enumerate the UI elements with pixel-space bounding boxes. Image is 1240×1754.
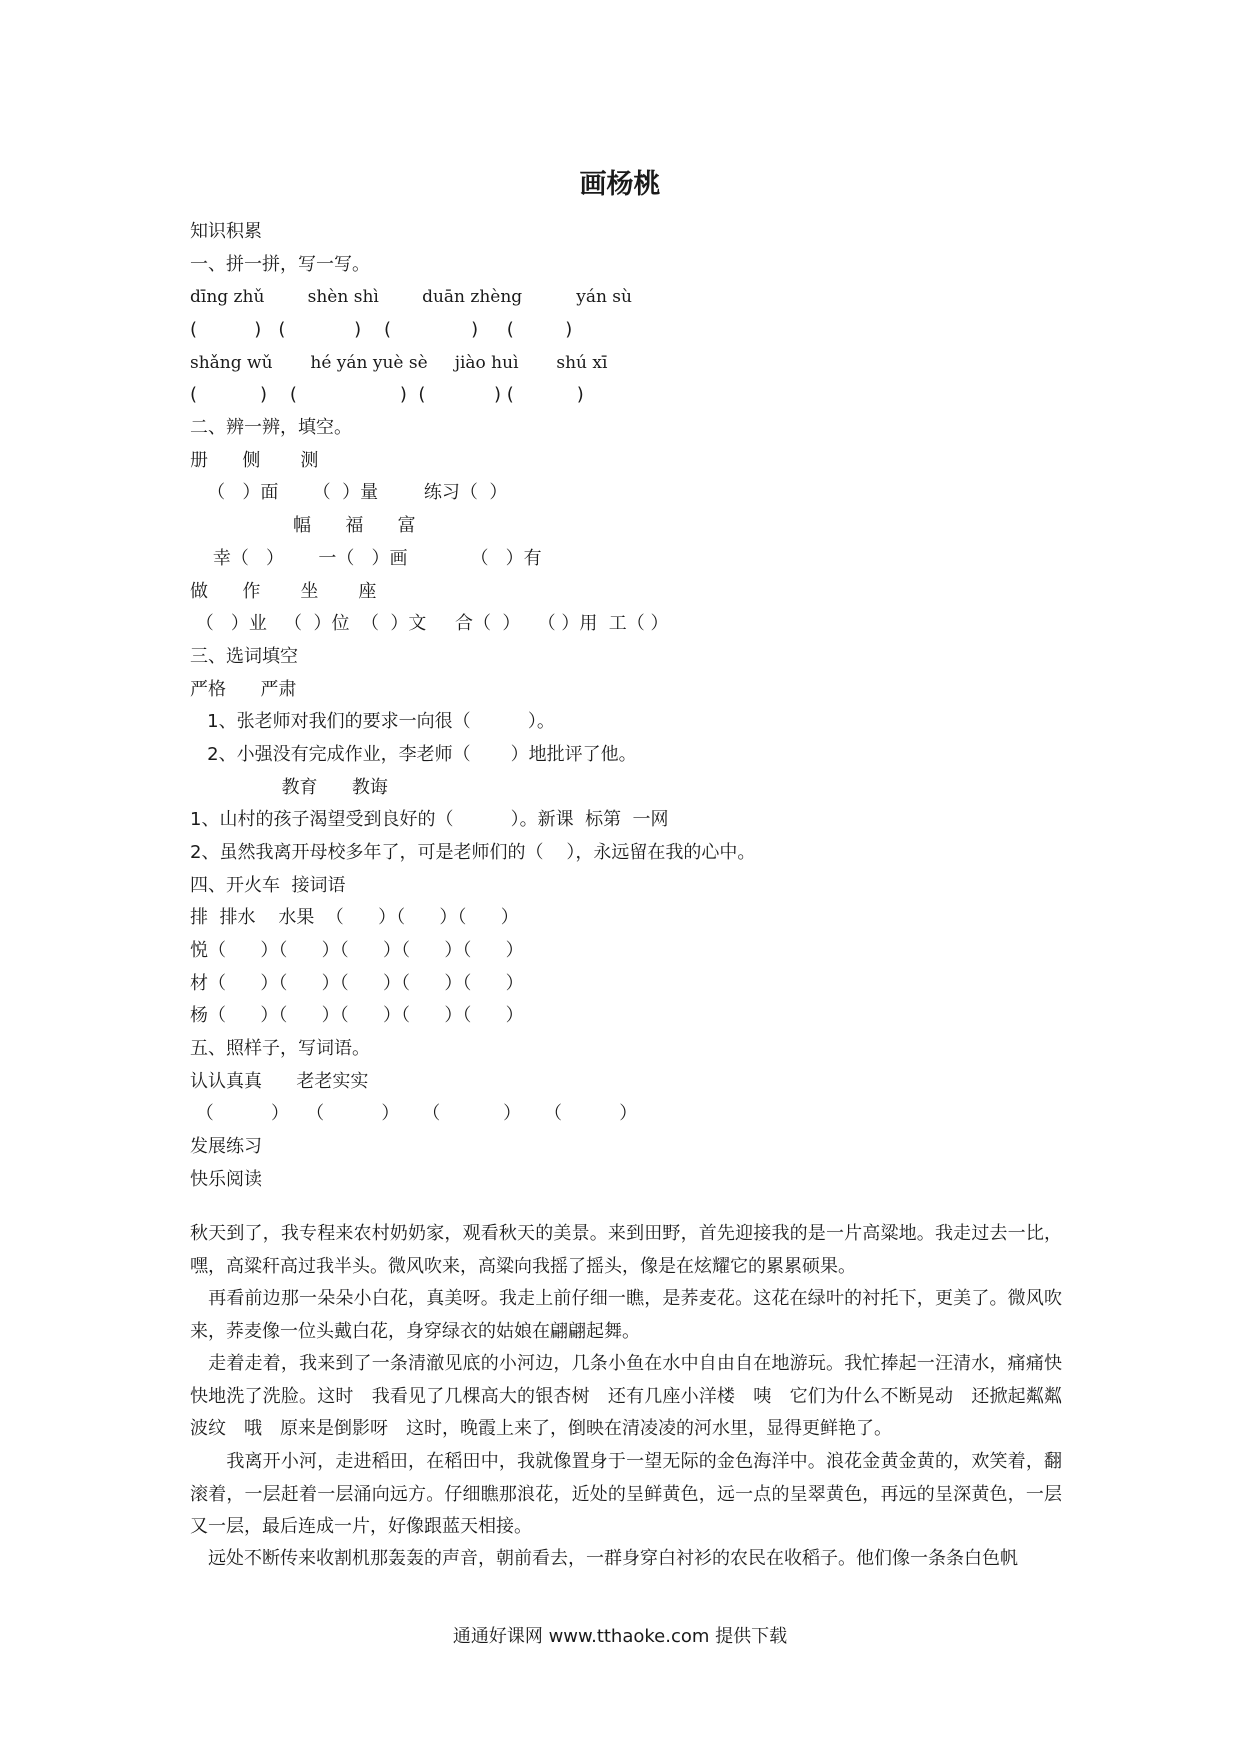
example-words: 认认真真 老老实实 bbox=[190, 1071, 369, 1092]
pinyin-row: dīng zhǔ shèn shì duān zhèng yán sù bbox=[190, 287, 632, 307]
answer-blanks-row: （ ） （ ） （ ） （ ） bbox=[190, 1103, 638, 1124]
reading-paragraph: 我离开小河，走进稻田，在稻田中，我就像置身于一望无际的金色海洋中。浪花金黄金黄的，欢笑着，翻滚着，一层赶着一层涌向远方。仔细瞧那浪花，近处的呈鲜黄色，远一点的呈翠黄色，再远的呈深黄色，一层又一层，最后连成一片，好像跟蓝天相接。 bbox=[190, 1451, 1062, 1537]
fill-blank-row: （ ）业 （ ）位 （ ）文 合（ ） （ ）用 工（ ） bbox=[190, 613, 669, 634]
pinyin-row: shǎng wǔ hé yán yuè sè jiào huì shú xī bbox=[190, 353, 608, 373]
fill-blank-row: 幸（ ） 一（ ）画 （ ）有 bbox=[190, 548, 542, 569]
word-choices: 教育 教诲 bbox=[190, 777, 388, 798]
section-label: 知识积累 bbox=[190, 221, 262, 242]
word-chain-row: 悦（ ）（ ）（ ）（ ）（ ） bbox=[190, 940, 524, 961]
reading-paragraph: 秋天到了，我专程来农村奶奶家，观看秋天的美景。来到田野，首先迎接我的是一片高粱地。我走过去一比，嘿，高粱秆高过我半头。微风吹来，高粱向我摇了摇头，像是在炫耀它的累累硕果。 bbox=[190, 1223, 1062, 1277]
section-label: 快乐阅读 bbox=[190, 1169, 262, 1190]
page-footer: 通通好课网 www.tthaoke.com 提供下载 bbox=[452, 1626, 788, 1647]
character-group: 做 作 坐 座 bbox=[190, 581, 377, 602]
question-item: 1、张老师对我们的要求一向很（ ）。 bbox=[190, 711, 555, 732]
page-title: 画杨桃 bbox=[579, 169, 661, 200]
word-chain-row: 材（ ）（ ）（ ）（ ）（ ） bbox=[190, 973, 524, 994]
exercise-heading: 四、开火车 接词语 bbox=[190, 875, 346, 896]
reading-paragraph: 走着走着，我来到了一条清澈见底的小河边，几条小鱼在水中自由自在地游玩。我忙捧起一汪清水，痛痛快快地洗了洗脸。这时 我看见了几棵高大的银杏树 还有几座小洋楼 咦 它们为什么不断晃动 还掀起粼粼波纹 哦 原来是倒影呀 这时，晚霞上来了，倒映在清凌凌的河水里，显得更鲜艳了。 bbox=[190, 1353, 1062, 1439]
reading-paragraph: 远处不断传来收割机那轰轰的声音，朝前看去，一群身穿白衬衫的农民在收稻子。他们像一条条白色帆 bbox=[190, 1548, 1018, 1569]
character-group: 册 侧 测 bbox=[190, 450, 319, 471]
answer-blanks-row: ( ) ( ) ( ) ( ) bbox=[190, 384, 584, 405]
fill-blank-row: （ ）面 （ ）量 练习（ ） bbox=[190, 482, 508, 503]
exercise-heading: 二、辨一辨，填空。 bbox=[190, 417, 352, 438]
section-label: 发展练习 bbox=[190, 1136, 262, 1157]
answer-blanks-row: ( ) ( ) ( ) ( ) bbox=[190, 319, 573, 340]
word-chain-row: 排 排水 水果 （ ）（ ）（ ） bbox=[190, 907, 519, 928]
question-item: 1、山村的孩子渴望受到良好的（ ）。新课 标第 一网 bbox=[190, 809, 669, 830]
exercise-heading: 五、照样子，写词语。 bbox=[190, 1038, 370, 1059]
question-item: 2、小强没有完成作业，李老师（ ）地批评了他。 bbox=[190, 744, 637, 765]
exercise-heading: 三、选词填空 bbox=[190, 646, 298, 667]
word-choices: 严格 严肃 bbox=[190, 679, 297, 700]
reading-paragraph: 再看前边那一朵朵小白花，真美呀。我走上前仔细一瞧，是荞麦花。这花在绿叶的衬托下，更美了。微风吹来，荞麦像一位头戴白花，身穿绿衣的姑娘在翩翩起舞。 bbox=[190, 1288, 1062, 1342]
character-group: 幅 福 富 bbox=[190, 515, 416, 536]
question-item: 2、虽然我离开母校多年了，可是老师们的（ ），永远留在我的心中。 bbox=[190, 842, 756, 863]
word-chain-row: 杨（ ）（ ）（ ）（ ）（ ） bbox=[190, 1005, 524, 1026]
exercise-heading: 一、拼一拼，写一写。 bbox=[190, 254, 370, 275]
